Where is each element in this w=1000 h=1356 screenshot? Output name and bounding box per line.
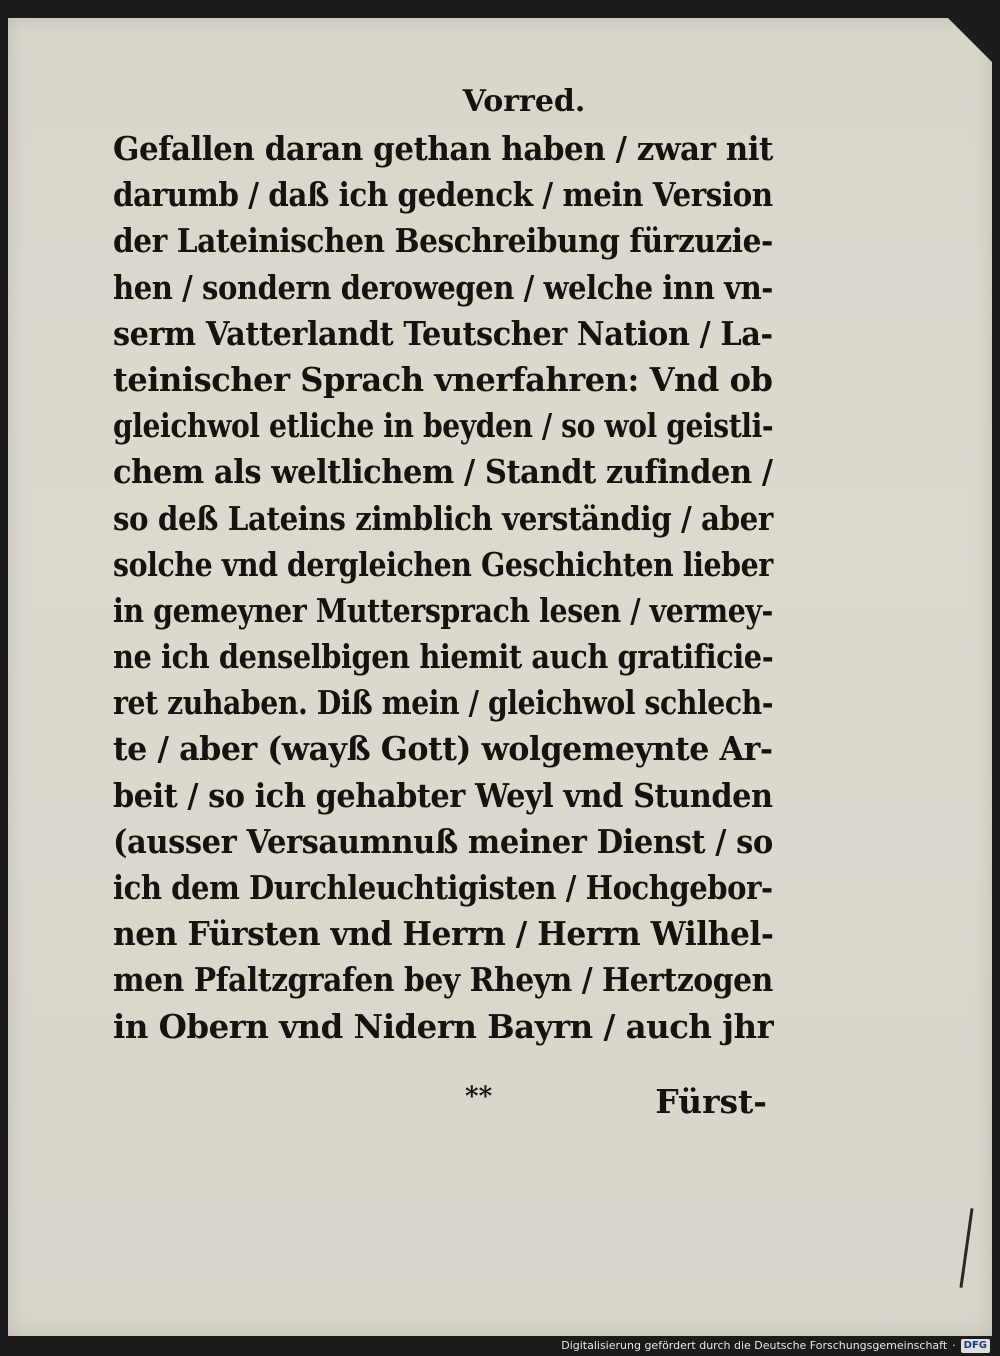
text-line: in Obern vnd Nidern Bayrn / auch jhr xyxy=(113,1006,774,1046)
page-header: Vorred. xyxy=(462,84,586,119)
dfg-logo: DFG xyxy=(961,1339,990,1353)
text-line: in gemeyner Muttersprach lesen / vermey- xyxy=(113,590,773,630)
text-line: ich dem Durchleuchtigisten / Hochgebor- xyxy=(113,868,773,907)
text-line: Gefallen daran gethan haben / zwar nit xyxy=(113,129,773,168)
digitization-credit: Digitalisierung gefördert durch die Deutsche Forschungsgemeinschaft · DFG xyxy=(561,1337,990,1355)
text-line: (ausser Versaumnuß meiner Dienst / so xyxy=(113,821,773,861)
text-line: serm Vatterlandt Teutscher Nation / La- xyxy=(113,313,773,353)
book-page xyxy=(8,18,992,1336)
text-line: der Lateinischen Beschreibung fürzuzie- xyxy=(113,221,773,261)
credit-text: Digitalisierung gefördert durch die Deutsche Forschungsgemeinschaft xyxy=(561,1339,948,1352)
text-line: men Pfaltzgrafen bey Rheyn / Hertzogen xyxy=(113,960,773,1000)
text-line: gleichwol etliche in beyden / so wol geistli- xyxy=(113,406,774,446)
text-line: so deß Lateins zimblich verständig / aber xyxy=(113,498,773,538)
catchword: Fürst- xyxy=(655,1082,767,1121)
text-line: ne ich denselbigen hiemit auch gratificie- xyxy=(113,637,774,677)
torn-corner xyxy=(948,18,992,62)
body-text xyxy=(113,126,773,1050)
text-line: solche vnd dergleichen Geschichten lieber xyxy=(113,544,773,584)
page-footer xyxy=(113,1082,773,1128)
text-line: darumb / daß ich gedenck / mein Version xyxy=(113,175,773,215)
text-line: ret zuhaben. Diß mein / gleichwol schlech- xyxy=(113,683,774,723)
text-line: hen / sondern derowegen / welche inn vn- xyxy=(113,267,773,307)
page-edge-mark xyxy=(959,1208,973,1288)
text-line: nen Fürsten vnd Herrn / Herrn Wilhel- xyxy=(113,914,774,954)
text-line: chem als weltlichem / Standt zufinden / xyxy=(113,452,773,492)
text-line: teinischer Sprach vnerfahren: Vnd ob xyxy=(113,359,773,399)
text-line: beit / so ich gehabter Weyl vnd Stunden xyxy=(113,775,773,815)
text-line: te / aber (wayß Gott) wolgemeynte Ar- xyxy=(113,729,773,769)
signature-mark: ** xyxy=(465,1082,493,1112)
